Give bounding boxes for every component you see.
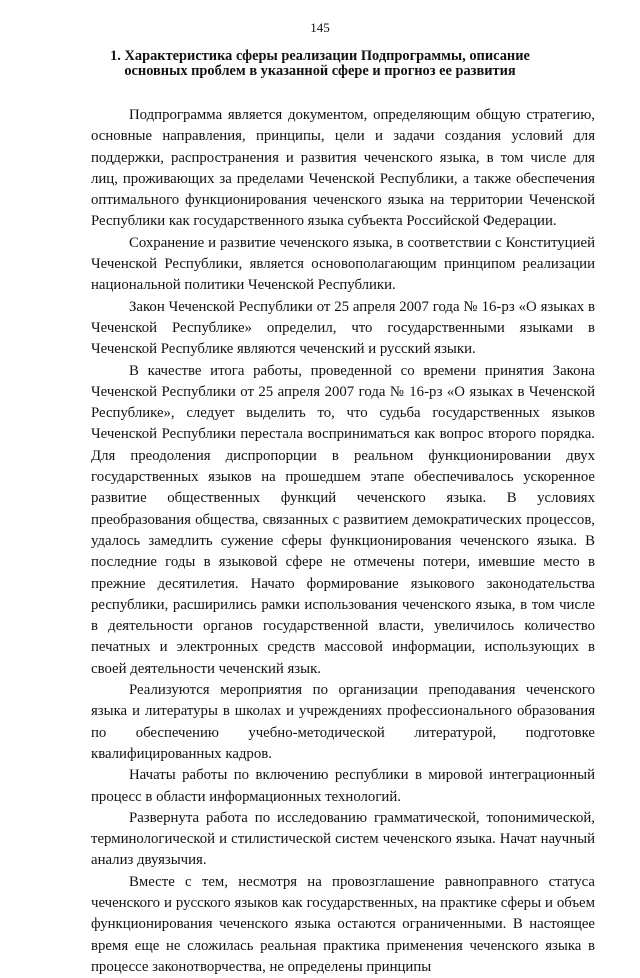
paragraph-4: В качестве итога работы, проведенной со времени принятия Закона Чеченской Республики от 25 апреля 2007 года № 16-рз «О языках в Чеченской Республике», следует выделить то, что судьба государственных языков Чеченской Республики перестала восприниматься как вопрос второго порядка. Для преодоления диспропорции в реальном функционировании двух государственных языков на прошедшем этапе обеспечивалось ускоренное развитие общественных функций чеченского языка. В условиях преобразования общества, связанных с развитием демократических процессов, удалось замедлить сужение сферы функционирования чеченского языка. В последние годы в языковой сфере не отмечены потери, имевшие место в прежние десятилетия. Начато формирование языкового законодательства республики, расширились рамки использования чеченского языка, в том числе в деятельности органов государственной власти, увеличилось количество печатных и электронных средств массовой информации, использующих в своей деятельности чеченский язык. xyxy=(91,362,595,677)
paragraph-3: Закон Чеченской Республики от 25 апреля 2007 года № 16-рз «О языках в Чеченской Республике» определил, что государственными языками в Чеченской Республике являются чеченский и русский языки. xyxy=(91,298,595,358)
section-heading-line-2: основных проблем в указанной сфере и прогноз ее развития xyxy=(124,63,516,79)
paragraph-1: Подпрограмма является документом, определяющим общую стратегию, основные направления, принципы, цели и задачи создания условий для поддержки, распространения и развития чеченского языка, в том числе для лиц, проживающих за пределами Чеченской Республики, а также обеспечения оптимального функционирования чеченского языка на территории Чеченской Республики как государственного языка субъекта Российской Федерации. xyxy=(91,107,595,230)
paragraph-6: Начаты работы по включению республики в мировой интеграционный процесс в области информационных технологий. xyxy=(91,767,595,805)
section-heading xyxy=(80,49,560,79)
section-heading-line-1: 1. Характеристика сферы реализации Подпрограммы, описание xyxy=(110,48,530,64)
paragraph-7: Развернута работа по исследованию грамматической, топонимической, терминологической и стилистической систем чеченского языка. Начат научный анализ двуязычия. xyxy=(91,809,595,869)
paragraph-2: Сохранение и развитие чеченского языка, в соответствии с Конституцией Чеченской Республики, является основополагающим принципом реализации национальной политики Чеченской Республики. xyxy=(91,234,595,294)
body-text xyxy=(91,105,595,978)
paragraph-5: Реализуются мероприятия по организации преподавания чеченского языка и литературы в школах и учреждениях профессионального образования по обеспечению учебно-методической литературой, подготовке квалифицированных кадров. xyxy=(91,682,595,762)
page-number: 145 xyxy=(310,20,330,35)
paragraph-8: Вместе с тем, несмотря на провозглашение равноправного статуса чеченского и русского языков как государственных, на практике сферы и объем функционирования чеченского языка остаются ограниченными. В настоящее время еще не сложилась реальная практика применения чеченского языка в процессе законотворчества, не определены принципы xyxy=(91,873,595,975)
